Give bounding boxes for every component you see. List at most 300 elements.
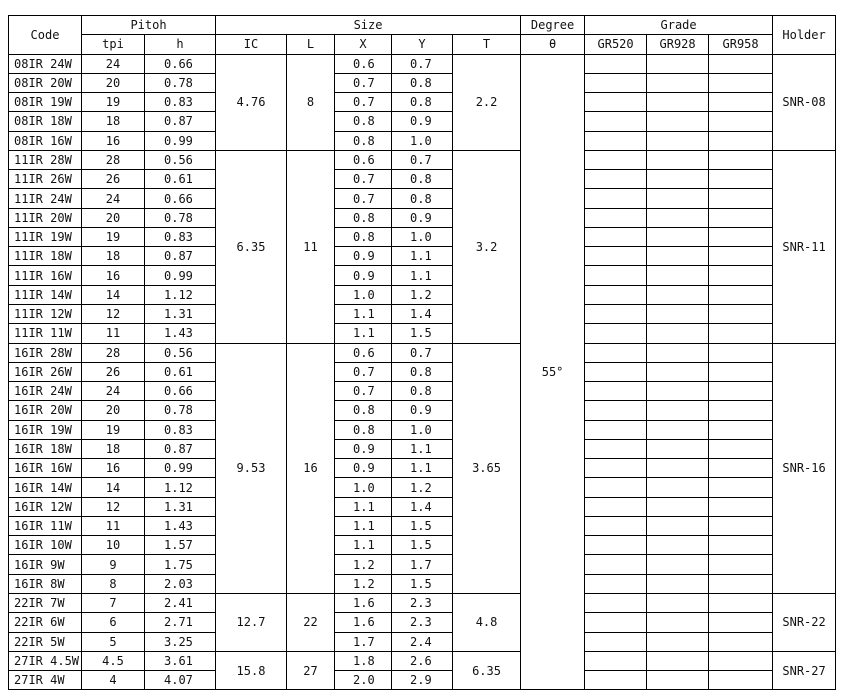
cell-code: 16IR 26W bbox=[9, 362, 82, 381]
cell-grade-gr520 bbox=[585, 170, 647, 189]
cell-y: 2.6 bbox=[392, 651, 453, 670]
cell-tpi: 19 bbox=[82, 227, 145, 246]
cell-code: 16IR 8W bbox=[9, 574, 82, 593]
cell-h: 1.43 bbox=[145, 516, 216, 535]
cell-y: 1.0 bbox=[392, 227, 453, 246]
cell-h: 0.87 bbox=[145, 112, 216, 131]
cell-grade-gr958 bbox=[709, 420, 773, 439]
table-row bbox=[9, 420, 836, 439]
cell-h: 0.66 bbox=[145, 382, 216, 401]
cell-h: 0.99 bbox=[145, 131, 216, 150]
cell-y: 1.5 bbox=[392, 324, 453, 343]
cell-h: 0.61 bbox=[145, 362, 216, 381]
cell-h: 0.56 bbox=[145, 150, 216, 169]
cell-y: 1.1 bbox=[392, 459, 453, 478]
table-row bbox=[9, 516, 836, 535]
cell-grade-gr958 bbox=[709, 593, 773, 612]
cell-grade-gr928 bbox=[647, 150, 709, 169]
cell-grade-gr958 bbox=[709, 112, 773, 131]
cell-grade-gr520 bbox=[585, 497, 647, 516]
cell-grade-gr928 bbox=[647, 54, 709, 73]
cell-code: 08IR 16W bbox=[9, 131, 82, 150]
table-row bbox=[9, 382, 836, 401]
cell-grade-gr520 bbox=[585, 324, 647, 343]
cell-tpi: 24 bbox=[82, 54, 145, 73]
cell-grade-gr520 bbox=[585, 285, 647, 304]
cell-code: 11IR 11W bbox=[9, 324, 82, 343]
cell-h: 2.71 bbox=[145, 613, 216, 632]
cell-grade-gr928 bbox=[647, 362, 709, 381]
header-tpi: tpi bbox=[82, 35, 145, 54]
cell-y: 2.3 bbox=[392, 593, 453, 612]
cell-y: 1.1 bbox=[392, 266, 453, 285]
cell-grade-gr958 bbox=[709, 150, 773, 169]
cell-grade-gr520 bbox=[585, 651, 647, 670]
cell-tpi: 19 bbox=[82, 420, 145, 439]
cell-code: 16IR 10W bbox=[9, 536, 82, 555]
cell-grade-gr928 bbox=[647, 459, 709, 478]
cell-grade-gr958 bbox=[709, 266, 773, 285]
cell-code: 11IR 14W bbox=[9, 285, 82, 304]
cell-code: 22IR 7W bbox=[9, 593, 82, 612]
cell-x: 1.1 bbox=[335, 304, 392, 323]
cell-h: 4.07 bbox=[145, 671, 216, 690]
cell-x: 1.0 bbox=[335, 285, 392, 304]
header-h: h bbox=[145, 35, 216, 54]
cell-y: 0.8 bbox=[392, 93, 453, 112]
header-theta: θ bbox=[521, 35, 585, 54]
cell-code: 16IR 14W bbox=[9, 478, 82, 497]
cell-code: 16IR 16W bbox=[9, 459, 82, 478]
table-row bbox=[9, 593, 836, 612]
cell-grade-gr958 bbox=[709, 343, 773, 362]
table-row bbox=[9, 671, 836, 690]
cell-x: 0.7 bbox=[335, 93, 392, 112]
cell-grade-gr928 bbox=[647, 131, 709, 150]
cell-h: 3.61 bbox=[145, 651, 216, 670]
cell-x: 1.8 bbox=[335, 651, 392, 670]
cell-l: 16 bbox=[287, 343, 335, 593]
table-row bbox=[9, 651, 836, 670]
cell-x: 1.1 bbox=[335, 497, 392, 516]
cell-grade-gr958 bbox=[709, 516, 773, 535]
cell-grade-gr520 bbox=[585, 93, 647, 112]
cell-grade-gr520 bbox=[585, 555, 647, 574]
cell-grade-gr958 bbox=[709, 439, 773, 458]
header-degree: Degree bbox=[521, 16, 585, 35]
cell-grade-gr928 bbox=[647, 401, 709, 420]
cell-l: 11 bbox=[287, 150, 335, 343]
cell-grade-gr958 bbox=[709, 671, 773, 690]
cell-x: 0.6 bbox=[335, 150, 392, 169]
cell-grade-gr928 bbox=[647, 632, 709, 651]
cell-h: 0.66 bbox=[145, 54, 216, 73]
cell-grade-gr520 bbox=[585, 343, 647, 362]
cell-y: 1.7 bbox=[392, 555, 453, 574]
cell-x: 0.8 bbox=[335, 131, 392, 150]
cell-code: 22IR 5W bbox=[9, 632, 82, 651]
cell-x: 0.9 bbox=[335, 439, 392, 458]
cell-x: 0.9 bbox=[335, 459, 392, 478]
cell-grade-gr520 bbox=[585, 459, 647, 478]
cell-tpi: 20 bbox=[82, 401, 145, 420]
cell-grade-gr520 bbox=[585, 439, 647, 458]
cell-holder: SNR-27 bbox=[773, 651, 836, 690]
cell-y: 1.5 bbox=[392, 536, 453, 555]
cell-tpi: 14 bbox=[82, 285, 145, 304]
cell-h: 0.83 bbox=[145, 420, 216, 439]
table-row bbox=[9, 401, 836, 420]
cell-grade-gr928 bbox=[647, 651, 709, 670]
cell-grade-gr928 bbox=[647, 304, 709, 323]
cell-grade-gr520 bbox=[585, 112, 647, 131]
cell-grade-gr520 bbox=[585, 671, 647, 690]
cell-tpi: 28 bbox=[82, 343, 145, 362]
cell-grade-gr958 bbox=[709, 170, 773, 189]
header-row-1 bbox=[9, 16, 836, 35]
cell-t: 3.65 bbox=[453, 343, 521, 593]
cell-h: 2.41 bbox=[145, 593, 216, 612]
cell-grade-gr958 bbox=[709, 651, 773, 670]
header-y: Y bbox=[392, 35, 453, 54]
cell-tpi: 14 bbox=[82, 478, 145, 497]
cell-y: 0.8 bbox=[392, 170, 453, 189]
cell-y: 0.8 bbox=[392, 73, 453, 92]
cell-code: 08IR 24W bbox=[9, 54, 82, 73]
cell-h: 0.87 bbox=[145, 439, 216, 458]
cell-y: 0.8 bbox=[392, 382, 453, 401]
cell-tpi: 16 bbox=[82, 459, 145, 478]
cell-degree: 55° bbox=[521, 54, 585, 690]
cell-y: 1.2 bbox=[392, 285, 453, 304]
table-row bbox=[9, 150, 836, 169]
cell-x: 0.9 bbox=[335, 247, 392, 266]
cell-grade-gr958 bbox=[709, 459, 773, 478]
cell-grade-gr958 bbox=[709, 285, 773, 304]
cell-grade-gr928 bbox=[647, 170, 709, 189]
cell-y: 0.7 bbox=[392, 54, 453, 73]
cell-code: 08IR 19W bbox=[9, 93, 82, 112]
cell-ic: 12.7 bbox=[216, 593, 287, 651]
cell-holder: SNR-08 bbox=[773, 54, 836, 150]
cell-tpi: 18 bbox=[82, 247, 145, 266]
cell-code: 16IR 24W bbox=[9, 382, 82, 401]
cell-x: 0.7 bbox=[335, 362, 392, 381]
table-row bbox=[9, 439, 836, 458]
table-body bbox=[9, 54, 836, 690]
table-row bbox=[9, 73, 836, 92]
table-row bbox=[9, 324, 836, 343]
cell-y: 1.1 bbox=[392, 439, 453, 458]
cell-tpi: 10 bbox=[82, 536, 145, 555]
cell-t: 4.8 bbox=[453, 593, 521, 651]
header-code: Code bbox=[9, 16, 82, 55]
cell-tpi: 5 bbox=[82, 632, 145, 651]
table-row bbox=[9, 497, 836, 516]
cell-grade-gr958 bbox=[709, 208, 773, 227]
cell-x: 1.0 bbox=[335, 478, 392, 497]
table-row bbox=[9, 170, 836, 189]
cell-x: 0.8 bbox=[335, 401, 392, 420]
cell-tpi: 24 bbox=[82, 189, 145, 208]
table-row bbox=[9, 54, 836, 73]
cell-ic: 4.76 bbox=[216, 54, 287, 150]
header-row-2 bbox=[9, 35, 836, 54]
cell-grade-gr520 bbox=[585, 362, 647, 381]
cell-h: 0.78 bbox=[145, 401, 216, 420]
cell-code: 16IR 28W bbox=[9, 343, 82, 362]
cell-grade-gr928 bbox=[647, 497, 709, 516]
cell-grade-gr958 bbox=[709, 632, 773, 651]
cell-x: 1.6 bbox=[335, 593, 392, 612]
cell-y: 0.9 bbox=[392, 401, 453, 420]
cell-ic: 9.53 bbox=[216, 343, 287, 593]
table-row bbox=[9, 266, 836, 285]
cell-code: 16IR 11W bbox=[9, 516, 82, 535]
cell-grade-gr958 bbox=[709, 54, 773, 73]
cell-code: 11IR 24W bbox=[9, 189, 82, 208]
cell-grade-gr928 bbox=[647, 439, 709, 458]
cell-x: 2.0 bbox=[335, 671, 392, 690]
cell-x: 0.8 bbox=[335, 420, 392, 439]
cell-y: 0.8 bbox=[392, 189, 453, 208]
cell-h: 0.78 bbox=[145, 73, 216, 92]
header-t: T bbox=[453, 35, 521, 54]
cell-grade-gr928 bbox=[647, 478, 709, 497]
cell-tpi: 16 bbox=[82, 131, 145, 150]
cell-x: 0.8 bbox=[335, 208, 392, 227]
cell-grade-gr520 bbox=[585, 613, 647, 632]
cell-x: 1.1 bbox=[335, 536, 392, 555]
cell-tpi: 28 bbox=[82, 150, 145, 169]
table-row bbox=[9, 459, 836, 478]
cell-tpi: 4.5 bbox=[82, 651, 145, 670]
table-row bbox=[9, 285, 836, 304]
cell-y: 2.4 bbox=[392, 632, 453, 651]
cell-t: 2.2 bbox=[453, 54, 521, 150]
cell-code: 16IR 20W bbox=[9, 401, 82, 420]
cell-tpi: 6 bbox=[82, 613, 145, 632]
cell-h: 1.43 bbox=[145, 324, 216, 343]
table-row bbox=[9, 304, 836, 323]
cell-x: 0.6 bbox=[335, 54, 392, 73]
table-row bbox=[9, 131, 836, 150]
cell-tpi: 12 bbox=[82, 497, 145, 516]
cell-tpi: 12 bbox=[82, 304, 145, 323]
cell-grade-gr520 bbox=[585, 574, 647, 593]
cell-code: 11IR 16W bbox=[9, 266, 82, 285]
cell-code: 16IR 18W bbox=[9, 439, 82, 458]
cell-x: 1.1 bbox=[335, 516, 392, 535]
header-x: X bbox=[335, 35, 392, 54]
cell-grade-gr958 bbox=[709, 189, 773, 208]
cell-l: 22 bbox=[287, 593, 335, 651]
cell-code: 22IR 6W bbox=[9, 613, 82, 632]
cell-grade-gr928 bbox=[647, 227, 709, 246]
cell-x: 0.6 bbox=[335, 343, 392, 362]
cell-grade-gr958 bbox=[709, 131, 773, 150]
cell-grade-gr958 bbox=[709, 247, 773, 266]
cell-grade-gr928 bbox=[647, 73, 709, 92]
cell-h: 0.61 bbox=[145, 170, 216, 189]
cell-y: 1.4 bbox=[392, 497, 453, 516]
cell-grade-gr928 bbox=[647, 266, 709, 285]
cell-grade-gr520 bbox=[585, 420, 647, 439]
cell-tpi: 18 bbox=[82, 439, 145, 458]
cell-h: 1.57 bbox=[145, 536, 216, 555]
cell-x: 0.8 bbox=[335, 112, 392, 131]
table-row bbox=[9, 613, 836, 632]
cell-grade-gr520 bbox=[585, 401, 647, 420]
cell-x: 0.7 bbox=[335, 189, 392, 208]
cell-grade-gr928 bbox=[647, 208, 709, 227]
cell-y: 1.4 bbox=[392, 304, 453, 323]
cell-tpi: 4 bbox=[82, 671, 145, 690]
cell-h: 3.25 bbox=[145, 632, 216, 651]
header-grade-gr958: GR958 bbox=[709, 35, 773, 54]
cell-l: 8 bbox=[287, 54, 335, 150]
cell-h: 2.03 bbox=[145, 574, 216, 593]
cell-grade-gr928 bbox=[647, 593, 709, 612]
cell-code: 11IR 19W bbox=[9, 227, 82, 246]
header-ic: IC bbox=[216, 35, 287, 54]
header-size: Size bbox=[216, 16, 521, 35]
cell-h: 0.66 bbox=[145, 189, 216, 208]
cell-grade-gr928 bbox=[647, 285, 709, 304]
cell-x: 1.2 bbox=[335, 574, 392, 593]
table-row bbox=[9, 536, 836, 555]
cell-grade-gr928 bbox=[647, 382, 709, 401]
cell-code: 11IR 28W bbox=[9, 150, 82, 169]
cell-grade-gr928 bbox=[647, 343, 709, 362]
cell-code: 11IR 18W bbox=[9, 247, 82, 266]
cell-y: 2.3 bbox=[392, 613, 453, 632]
cell-x: 1.7 bbox=[335, 632, 392, 651]
table-row bbox=[9, 574, 836, 593]
cell-grade-gr958 bbox=[709, 574, 773, 593]
cell-h: 0.78 bbox=[145, 208, 216, 227]
cell-grade-gr520 bbox=[585, 266, 647, 285]
cell-holder: SNR-11 bbox=[773, 150, 836, 343]
cell-code: 11IR 20W bbox=[9, 208, 82, 227]
cell-code: 08IR 18W bbox=[9, 112, 82, 131]
cell-t: 6.35 bbox=[453, 651, 521, 690]
cell-grade-gr520 bbox=[585, 593, 647, 612]
header-grade-gr928: GR928 bbox=[647, 35, 709, 54]
header-l: L bbox=[287, 35, 335, 54]
cell-grade-gr958 bbox=[709, 613, 773, 632]
table-row bbox=[9, 112, 836, 131]
cell-tpi: 24 bbox=[82, 382, 145, 401]
cell-grade-gr520 bbox=[585, 227, 647, 246]
cell-grade-gr520 bbox=[585, 189, 647, 208]
cell-tpi: 26 bbox=[82, 170, 145, 189]
cell-grade-gr520 bbox=[585, 516, 647, 535]
cell-y: 0.7 bbox=[392, 150, 453, 169]
cell-y: 1.2 bbox=[392, 478, 453, 497]
cell-holder: SNR-16 bbox=[773, 343, 836, 593]
cell-tpi: 11 bbox=[82, 324, 145, 343]
insert-spec-table bbox=[8, 15, 836, 690]
cell-tpi: 11 bbox=[82, 516, 145, 535]
cell-grade-gr928 bbox=[647, 555, 709, 574]
cell-ic: 15.8 bbox=[216, 651, 287, 690]
cell-grade-gr928 bbox=[647, 671, 709, 690]
cell-h: 1.31 bbox=[145, 304, 216, 323]
table-row bbox=[9, 208, 836, 227]
header-holder: Holder bbox=[773, 16, 836, 55]
header-grade-gr520: GR520 bbox=[585, 35, 647, 54]
cell-grade-gr958 bbox=[709, 478, 773, 497]
cell-code: 11IR 26W bbox=[9, 170, 82, 189]
cell-grade-gr958 bbox=[709, 497, 773, 516]
cell-grade-gr520 bbox=[585, 247, 647, 266]
cell-ic: 6.35 bbox=[216, 150, 287, 343]
cell-code: 08IR 20W bbox=[9, 73, 82, 92]
cell-grade-gr958 bbox=[709, 73, 773, 92]
cell-tpi: 8 bbox=[82, 574, 145, 593]
cell-h: 0.99 bbox=[145, 459, 216, 478]
cell-tpi: 20 bbox=[82, 73, 145, 92]
cell-y: 1.1 bbox=[392, 247, 453, 266]
cell-grade-gr928 bbox=[647, 536, 709, 555]
cell-grade-gr928 bbox=[647, 324, 709, 343]
cell-y: 0.9 bbox=[392, 208, 453, 227]
cell-grade-gr928 bbox=[647, 516, 709, 535]
cell-code: 16IR 19W bbox=[9, 420, 82, 439]
cell-y: 1.0 bbox=[392, 131, 453, 150]
cell-y: 1.5 bbox=[392, 574, 453, 593]
cell-grade-gr520 bbox=[585, 536, 647, 555]
cell-y: 0.7 bbox=[392, 343, 453, 362]
cell-h: 0.83 bbox=[145, 93, 216, 112]
cell-tpi: 16 bbox=[82, 266, 145, 285]
cell-h: 1.12 bbox=[145, 478, 216, 497]
cell-grade-gr928 bbox=[647, 613, 709, 632]
table-row bbox=[9, 478, 836, 497]
cell-h: 0.99 bbox=[145, 266, 216, 285]
cell-x: 0.7 bbox=[335, 382, 392, 401]
table-row bbox=[9, 189, 836, 208]
cell-grade-gr958 bbox=[709, 304, 773, 323]
table-row bbox=[9, 227, 836, 246]
cell-grade-gr928 bbox=[647, 189, 709, 208]
header-pitch: Pitoh bbox=[82, 16, 216, 35]
cell-tpi: 19 bbox=[82, 93, 145, 112]
cell-h: 1.31 bbox=[145, 497, 216, 516]
cell-grade-gr958 bbox=[709, 362, 773, 381]
cell-code: 11IR 12W bbox=[9, 304, 82, 323]
cell-tpi: 9 bbox=[82, 555, 145, 574]
cell-grade-gr958 bbox=[709, 401, 773, 420]
cell-grade-gr958 bbox=[709, 324, 773, 343]
cell-tpi: 20 bbox=[82, 208, 145, 227]
cell-x: 0.7 bbox=[335, 170, 392, 189]
cell-grade-gr928 bbox=[647, 112, 709, 131]
cell-grade-gr958 bbox=[709, 555, 773, 574]
cell-grade-gr520 bbox=[585, 632, 647, 651]
cell-grade-gr958 bbox=[709, 227, 773, 246]
cell-y: 0.8 bbox=[392, 362, 453, 381]
cell-grade-gr520 bbox=[585, 150, 647, 169]
table-row bbox=[9, 555, 836, 574]
table-row bbox=[9, 93, 836, 112]
table-row bbox=[9, 247, 836, 266]
table-row bbox=[9, 362, 836, 381]
header-grade: Grade bbox=[585, 16, 773, 35]
cell-grade-gr958 bbox=[709, 382, 773, 401]
cell-grade-gr520 bbox=[585, 208, 647, 227]
